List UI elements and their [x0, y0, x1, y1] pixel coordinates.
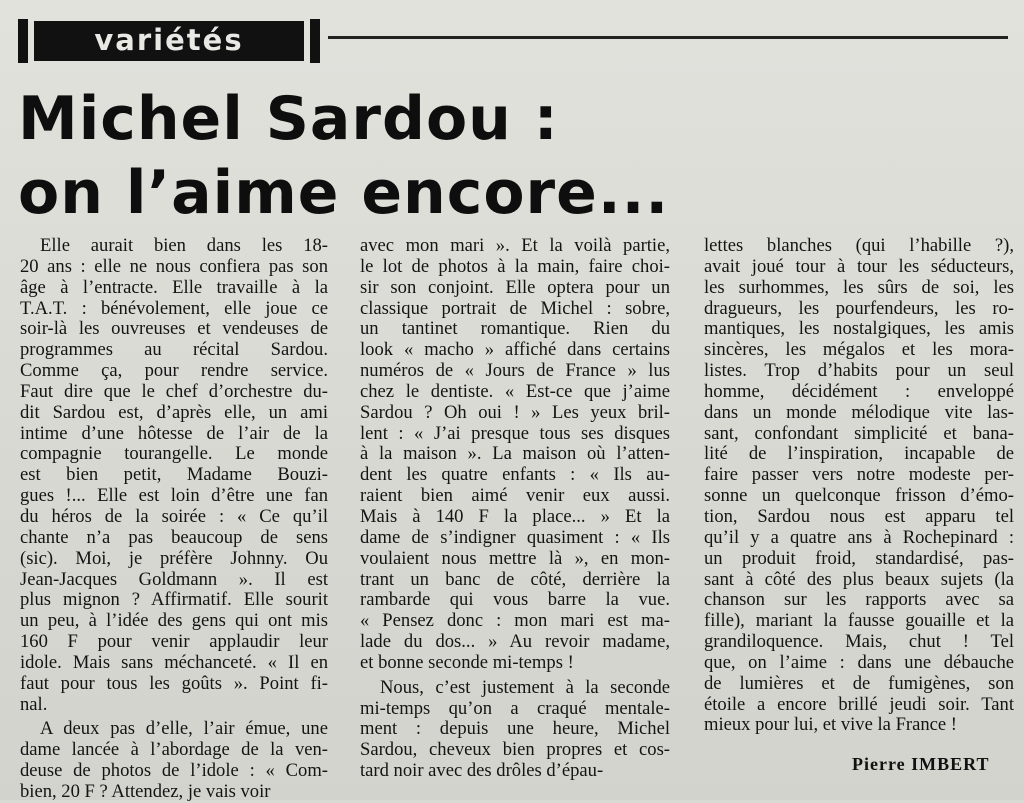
- text-line: dragueurs, les pourfendeurs, les ro-: [704, 298, 1014, 319]
- text-line: 160 F pour venir applaudir leur: [20, 632, 328, 653]
- text-line: lité de l’inspiration, incapable de: [704, 444, 1014, 465]
- text-line: bien, 20 F ? Attendez, je vais voir: [20, 781, 271, 802]
- headline-line-1: Michel Sardou :: [18, 84, 559, 154]
- section-rubric: [18, 19, 324, 63]
- text-line: à la maison ». La maison où l’atten-: [360, 444, 670, 465]
- text-line: chante n’a pas beaucoup de sens: [20, 527, 328, 548]
- text-line: âge à l’entracte. Elle travaille à la: [20, 277, 328, 298]
- text-line: Sardou ? Oh oui ! » Les yeux bril-: [360, 402, 670, 423]
- text-line: faire passer vers notre modeste per-: [704, 465, 1014, 486]
- text-line: plus mignon ? Affirmatif. Elle sourit: [20, 590, 328, 611]
- text-line: dit Sardou est, d’après elle, un ami: [20, 402, 328, 423]
- text-line: nal.: [20, 694, 48, 715]
- text-line: tard noir avec des drôles d’épau-: [360, 761, 604, 782]
- text-line: du héros de la soirée : « Ce qu’il: [20, 506, 328, 527]
- text-line: dent les quatre enfants : « Ils au-: [360, 465, 670, 486]
- text-line: « Pensez donc : mon mari est ma-: [360, 611, 670, 632]
- header-rule: [328, 36, 1008, 39]
- text-line: Nous, c’est justement à la seconde: [380, 677, 670, 698]
- text-line: étoile a encore brillé jeudi soir. Tant: [704, 694, 1014, 715]
- rubric-label: variétés: [34, 21, 304, 61]
- text-line: Faut dire que le chef d’orchestre du-: [20, 381, 328, 402]
- text-line: raient bien aimé venir eux aussi.: [360, 486, 670, 507]
- text-line: un produit froid, standardisé, pas-: [704, 548, 1014, 569]
- article-column-2: [360, 236, 670, 782]
- text-line: idole. Mais sans méchanceté. « Il en: [20, 652, 328, 673]
- text-line: sant, confondant simplicité et bana-: [704, 423, 1014, 444]
- text-line: soir-là les ouvreuses et vendeuses de: [20, 319, 328, 340]
- text-line: mi-temps qu’on a craqué mentale-: [360, 698, 670, 719]
- text-line: sonne un quelconque frisson d’émo-: [704, 486, 1014, 507]
- text-line: avait joué tour à tour les séducteurs,: [704, 256, 1014, 277]
- text-line: ment : depuis une heure, Michel: [360, 719, 670, 740]
- text-line: Mais à 140 F la place... » Et la: [360, 506, 670, 527]
- text-line: qu’il y a quatre ans à Rochepinard :: [704, 527, 1014, 548]
- text-line: est bien petit, Madame Bouzi-: [20, 465, 328, 486]
- text-line: classique portrait de Michel : sobre,: [360, 298, 670, 319]
- text-line: un tantinet romantique. Rien du: [360, 319, 670, 340]
- text-line: que, on l’aime : dans une débauche: [704, 652, 1014, 673]
- text-line: mantiques, les nostalgiques, les amis: [704, 319, 1014, 340]
- text-line: lent : « J’ai presque tous ses disques: [360, 423, 670, 444]
- text-line: voulaient nous mettre là », en mon-: [360, 548, 670, 569]
- text-line: trant un banc de côté, derrière la: [360, 569, 670, 590]
- text-line: homme, décidément : enveloppé: [704, 381, 1014, 402]
- text-line: et bonne seconde mi-temps !: [360, 652, 574, 673]
- rubric-right-bar: [310, 19, 320, 63]
- text-line: Comme ça, pour rendre service.: [20, 361, 328, 382]
- text-line: gues !... Elle est loin d’être une fan: [20, 486, 328, 507]
- text-line: grandiloquence. Mais, chut ! Tel: [704, 632, 1014, 653]
- text-line: 20 ans : elle ne nous confiera pas son: [20, 256, 328, 277]
- text-line: look « macho » affiché dans certains: [360, 340, 670, 361]
- text-line: dans un monde mélodique vite las-: [704, 402, 1014, 423]
- text-line: Sardou, cheveux bien propres et cos-: [360, 740, 670, 761]
- text-line: de lumières et de fumigènes, son: [704, 673, 1014, 694]
- text-line: lettes blanches (qui l’habille ?),: [704, 236, 1014, 256]
- text-line: (sic). Moi, je préfère Johnny. Ou: [20, 548, 328, 569]
- text-line: sant à côté des plus beaux sujets (la: [704, 569, 1014, 590]
- text-line: chanson sur les rapports avec sa: [704, 590, 1014, 611]
- text-line: les surhommes, les sûrs de soi, les: [704, 277, 1014, 298]
- text-line: Elle aurait bien dans les 18-: [40, 236, 328, 256]
- text-line: listes. Trop d’habits pour un seul: [704, 361, 1014, 382]
- text-line: un peu, à l’idée des gens qui ont mis: [20, 611, 328, 632]
- author-signature: Pierre IMBERT: [852, 754, 990, 774]
- text-line: avec mon mari ». Et la voilà partie,: [360, 236, 670, 256]
- text-line: sir son conjoint. Elle optera pour un: [360, 277, 670, 298]
- text-line: fille), mariant la fausse gouaille et la: [704, 611, 1014, 632]
- article-column-1: [20, 236, 328, 803]
- text-line: compagnie tourangelle. Le monde: [20, 444, 328, 465]
- text-line: mieux pour lui, et vive la France !: [704, 715, 958, 736]
- text-line: lade du dos... » Au revoir madame,: [360, 632, 670, 653]
- rubric-left-bar: [18, 19, 28, 63]
- text-line: rambarde qui vous barre la vue.: [360, 590, 670, 611]
- headline: [18, 82, 998, 230]
- text-line: sincères, les mégalos et les mora-: [704, 340, 1014, 361]
- text-line: dame lancée à l’abordage de la ven-: [20, 740, 328, 761]
- headline-line-2: on l’aime encore...: [18, 158, 670, 228]
- text-line: numéros de « Jours de France » lus: [360, 361, 670, 382]
- text-line: chez le dentiste. « Est-ce que j’aime: [360, 381, 670, 402]
- text-line: le lot de photos à la main, faire choi-: [360, 256, 670, 277]
- text-line: faut pour tous les goûts ». Point fi-: [20, 673, 328, 694]
- text-line: Jean-Jacques Goldmann ». Il est: [20, 569, 328, 590]
- text-line: dame de s’indigner quasiment : « Ils: [360, 527, 670, 548]
- text-line: A deux pas d’elle, l’air émue, une: [40, 719, 328, 740]
- text-line: deuse de photos de l’idole : « Com-: [20, 761, 328, 782]
- text-line: intime d’une hôtesse de l’air de la: [20, 423, 328, 444]
- text-line: tion, Sardou nous est apparu tel: [704, 506, 1014, 527]
- text-line: programmes au récital Sardou.: [20, 340, 328, 361]
- text-line: T.A.T. : bénévolement, elle joue ce: [20, 298, 328, 319]
- article-column-3: [704, 236, 1014, 736]
